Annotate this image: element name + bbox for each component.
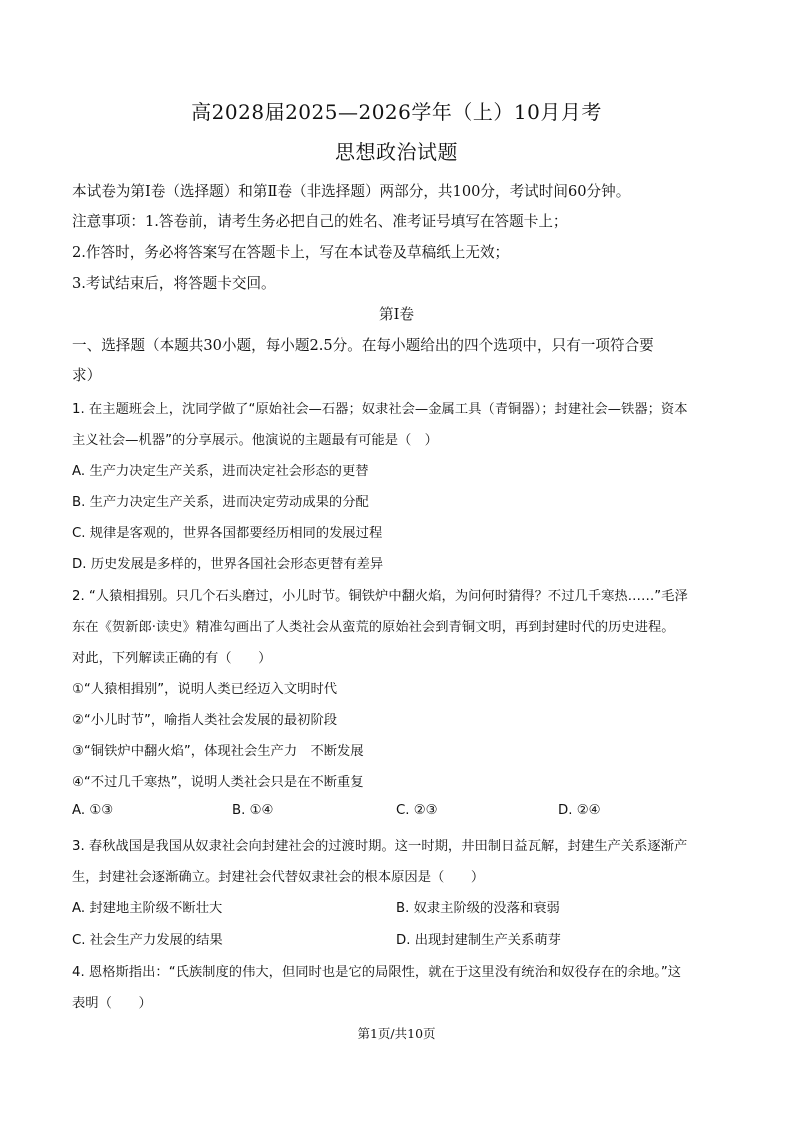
- page-footer: 第1页/共10页: [357, 1026, 436, 1041]
- q2-stem-line-1: 2. “人猿相揖别。只几个石头磨过，小儿时节。铜铁炉中翻火焰，为问何时猜得？不过几千寒热……”毛泽: [72, 589, 688, 604]
- q3-option-c: C. 社会生产力发展的结果: [72, 933, 223, 948]
- exam-subject: 思想政治试题: [335, 140, 458, 164]
- part-heading-line-1: 一、选择题（本题共30小题，每小题2.5分。在每小题给出的四个选项中，只有一项符合要: [72, 337, 654, 354]
- q3-option-a: A. 封建地主阶级不断壮大: [72, 901, 223, 916]
- note-3: 3.考试结束后，将答题卡交回。: [72, 275, 276, 292]
- q1-stem-line-2: 主义社会—机器”的分享展示。他演说的主题最有可能是（ ）: [72, 433, 438, 448]
- q2-item-1: ①“人猿相揖别”，说明人类已经迈入文明时代: [72, 682, 338, 697]
- q2-option-a: A. ①③: [72, 803, 114, 818]
- q3-stem-line-2: 生，封建社会逐渐确立。封建社会代替奴隶社会的根本原因是（ ）: [72, 870, 485, 885]
- q4-stem-line-2: 表明（ ）: [72, 996, 152, 1011]
- q2-option-b: B. ①④: [232, 803, 274, 818]
- exam-title: 高2028届2025—2026学年（上）10月月考: [191, 100, 602, 124]
- q2-option-c: C. ②③: [396, 803, 438, 818]
- q1-option-d: D. 历史发展是多样的，世界各国社会形态更替有差异: [72, 557, 384, 572]
- q3-option-d: D. 出现封建制生产关系萌芽: [396, 933, 561, 948]
- q2-stem-line-2: 东在《贺新郎·读史》精准勾画出了人类社会从蛮荒的原始社会到青铜文明，再到封建时代的历史进程。: [72, 620, 675, 635]
- note-2: 2.作答时，务必将答案写在答题卡上，写在本试卷及草稿纸上无效；: [72, 244, 510, 261]
- q2-stem-line-3: 对此，下列解读正确的有（ ）: [72, 651, 272, 666]
- part-heading-line-2: 求）: [72, 367, 102, 384]
- note-1: 注意事项：1.答卷前，请考生务必把自己的姓名、准考证号填写在答题卡上；: [72, 213, 568, 230]
- q1-option-a: A. 生产力决定生产关系，进而决定社会形态的更替: [72, 464, 369, 479]
- exam-intro: 本试卷为第Ⅰ卷（选择题）和第Ⅱ卷（非选择题）两部分，共100分，考试时间60分钟。: [72, 183, 631, 200]
- q1-option-c: C. 规律是客观的，世界各国都要经历相同的发展过程: [72, 526, 383, 541]
- q2-item-2: ②“小儿时节”，喻指人类社会发展的最初阶段: [72, 713, 338, 728]
- q2-item-3: ③“铜铁炉中翻火焰”，体现社会生产力 不断发展: [72, 744, 364, 759]
- section-title: 第Ⅰ卷: [379, 306, 414, 323]
- q2-option-d: D. ②④: [558, 803, 601, 818]
- q1-option-b: B. 生产力决定生产关系，进而决定劳动成果的分配: [72, 495, 369, 510]
- q3-option-b: B. 奴隶主阶级的没落和衰弱: [396, 901, 560, 916]
- q4-stem-line-1: 4. 恩格斯指出：“氏族制度的伟大，但同时也是它的局限性，就在于这里没有统治和奴役存在的余地。”这: [72, 965, 682, 980]
- q1-stem-line-1: 1. 在主题班会上，沈同学做了“原始社会—石器；奴隶社会—金属工具（青铜器）；封建社会—铁器；资本: [72, 402, 688, 417]
- q2-item-4: ④“不过几千寒热”，说明人类社会只是在不断重复: [72, 775, 364, 790]
- q3-stem-line-1: 3. 春秋战国是我国从奴隶社会向封建社会的过渡时期。这一时期，井田制日益瓦解，封建生产关系逐渐产: [72, 839, 688, 854]
